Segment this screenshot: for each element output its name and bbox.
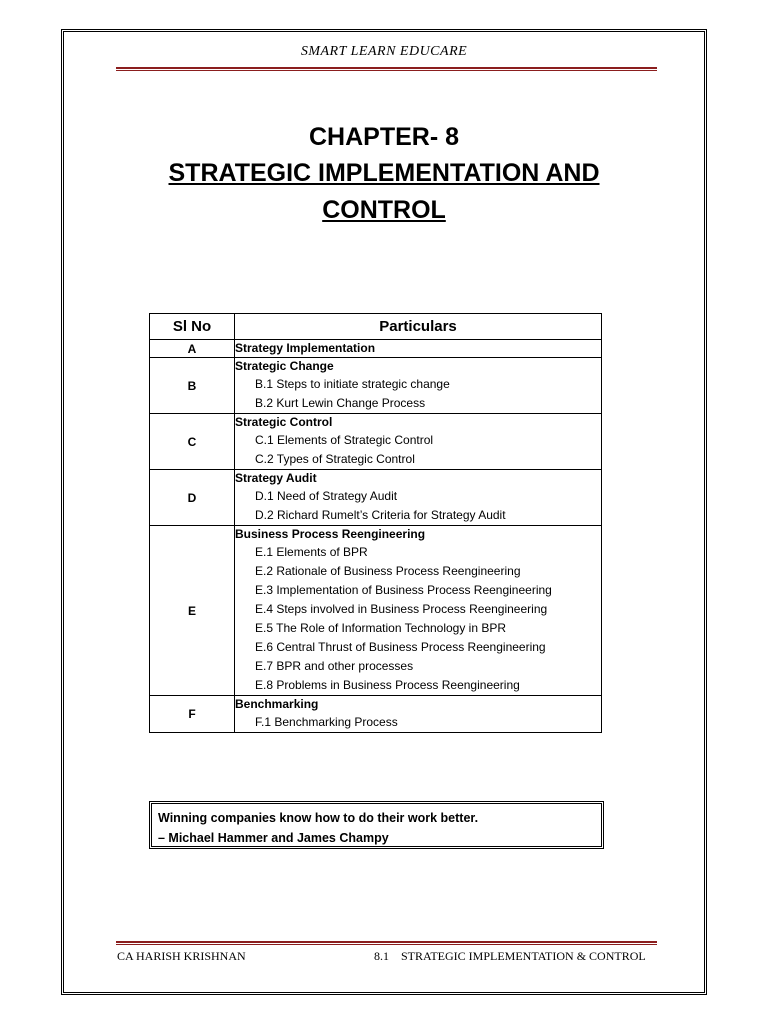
footer-page-number: 8.1	[374, 949, 389, 963]
section-cell	[235, 470, 602, 526]
table-row	[150, 696, 602, 733]
sub-item: E.6 Central Thrust of Business Process Reengineering	[255, 640, 546, 654]
sub-item: C.1 Elements of Strategic Control	[255, 433, 434, 447]
section-cell	[235, 340, 602, 358]
table-row	[150, 340, 602, 358]
sub-item: E.5 The Role of Information Technology in BPR	[255, 621, 507, 635]
table-row	[150, 526, 602, 696]
section-id: A	[150, 340, 235, 358]
section-title: Strategic Control	[235, 415, 333, 429]
section-cell	[235, 696, 602, 733]
quote-attribution: – Michael Hammer and James Champy	[158, 831, 389, 845]
sub-item: D.1 Need of Strategy Audit	[255, 489, 398, 503]
sub-item: E.1 Elements of BPR	[255, 545, 368, 559]
section-title: Strategy Audit	[235, 471, 317, 485]
footer-chapter: STRATEGIC IMPLEMENTATION & CONTROL	[401, 949, 646, 963]
section-id: B	[150, 358, 235, 414]
section-title: Strategic Change	[235, 359, 334, 373]
sub-item: B.2 Kurt Lewin Change Process	[255, 396, 426, 410]
chapter-subtitle: STRATEGIC IMPLEMENTATION AND CONTROL	[168, 159, 600, 224]
table-row	[150, 414, 602, 470]
header-title: SMART LEARN EDUCARE	[300, 44, 468, 59]
section-id: E	[150, 526, 235, 696]
footer-page-info	[374, 949, 646, 964]
footer-rule	[116, 941, 657, 945]
sub-item: E.8 Problems in Business Process Reengineering	[255, 678, 520, 692]
particulars-header: Particulars	[235, 314, 602, 340]
table-row	[150, 470, 602, 526]
chapter-title: CHAPTER- 8	[308, 123, 459, 151]
footer-author: CA HARISH KRISHNAN	[117, 949, 246, 963]
header-rule	[116, 67, 657, 71]
sub-item: C.2 Types of Strategic Control	[255, 452, 415, 466]
sub-item: E.2 Rationale of Business Process Reengineering	[255, 564, 521, 578]
sub-item: E.7 BPR and other processes	[255, 659, 414, 673]
sub-item: B.1 Steps to initiate strategic change	[255, 377, 450, 391]
section-title: Strategy Implementation	[235, 341, 376, 355]
section-id: C	[150, 414, 235, 470]
section-cell	[235, 526, 602, 696]
section-id: F	[150, 696, 235, 733]
section-id: D	[150, 470, 235, 526]
sl-no-header: Sl No	[150, 314, 235, 340]
sub-item: E.3 Implementation of Business Process Reengineering	[255, 583, 552, 597]
contents-table	[149, 313, 602, 733]
table-header-row	[150, 314, 602, 340]
table-row	[150, 358, 602, 414]
sub-item: E.4 Steps involved in Business Process Reengineering	[255, 602, 548, 616]
quote-text: Winning companies know how to do their work better.	[158, 811, 479, 825]
section-cell	[235, 414, 602, 470]
sub-item: F.1 Benchmarking Process	[255, 715, 398, 729]
section-title: Business Process Reengineering	[235, 527, 426, 541]
quote-box	[149, 801, 604, 849]
section-cell	[235, 358, 602, 414]
sub-item: D.2 Richard Rumelt’s Criteria for Strategy Audit	[255, 508, 506, 522]
section-title: Benchmarking	[235, 697, 319, 711]
